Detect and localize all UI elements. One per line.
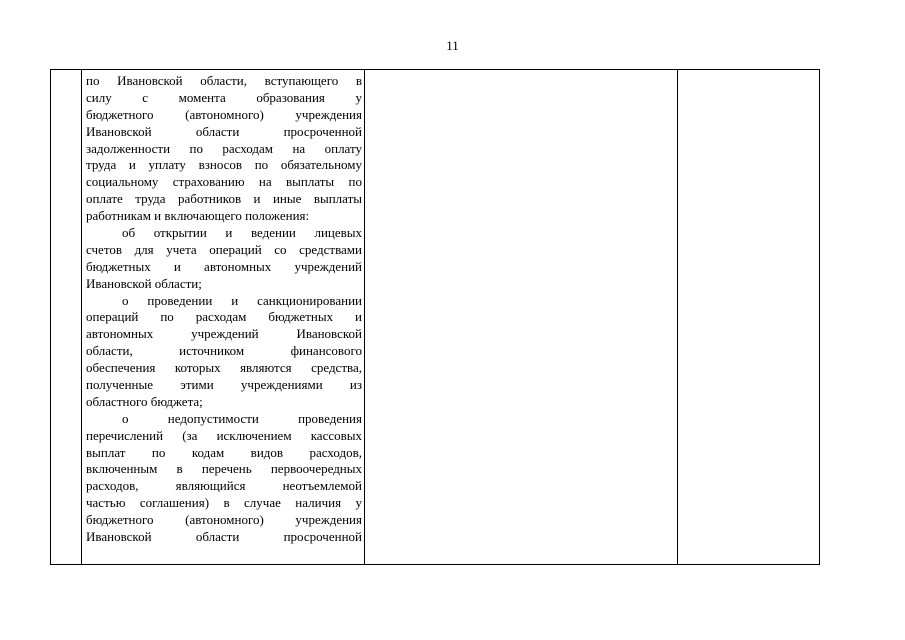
text-line: по Ивановской области, вступающего в [86,73,362,88]
page-number: 11 [446,38,459,53]
text-line: полученные этими учреждениями из [86,377,362,393]
text-line: частью соглашения) в случае наличия у [86,495,362,511]
text-line: Ивановской области; [86,275,202,291]
text-line: бюджетного (автономного) учреждения [86,512,362,528]
text-line: социальному страхованию на выплаты по [86,174,362,190]
table-cell-empty [365,70,678,565]
text-line: о проведении и санкционировании [122,292,362,308]
text-line: о недопустимости проведения [122,410,362,426]
text-line: труда и уплату взносов по обязательному [86,157,362,173]
text-line: счетов для учета операций со средствами [86,241,362,257]
text-line: Ивановской области просроченной [86,123,362,139]
table-cell-text [82,70,365,565]
table-cell-number [51,70,82,565]
text-line: бюджетного (автономного) учреждения [86,106,362,122]
text-line: включенным в перечень первоочередных [86,461,362,477]
text-line: силу с момента образования у [86,89,362,105]
text-line: об открытии и ведении лицевых [122,225,362,241]
text-line: оплате труда работников и иные выплаты [86,191,362,207]
text-line: Ивановской области просроченной [86,529,362,545]
text-line: бюджетных и автономных учреждений [86,258,362,274]
text-line: операций по расходам бюджетных и [86,309,362,325]
text-line: задолженности по расходам на оплату [86,140,362,156]
text-line: областного бюджета; [86,393,203,409]
text-line: области, источником финансового [86,343,362,359]
table-row [51,70,820,565]
text-line: перечислений (за исключением кассовых [86,427,362,443]
text-line: выплат по кодам видов расходов, [86,444,362,460]
cell-text-block [82,70,364,546]
document-table [50,69,820,565]
text-line: автономных учреждений Ивановской [86,326,362,342]
table-cell-empty [678,70,820,565]
text-line: расходов, являющийся неотъемлемой [86,478,362,494]
text-line: обеспечения которых являются средства, [86,360,362,376]
text-line: работникам и включающего положения: [86,208,310,224]
